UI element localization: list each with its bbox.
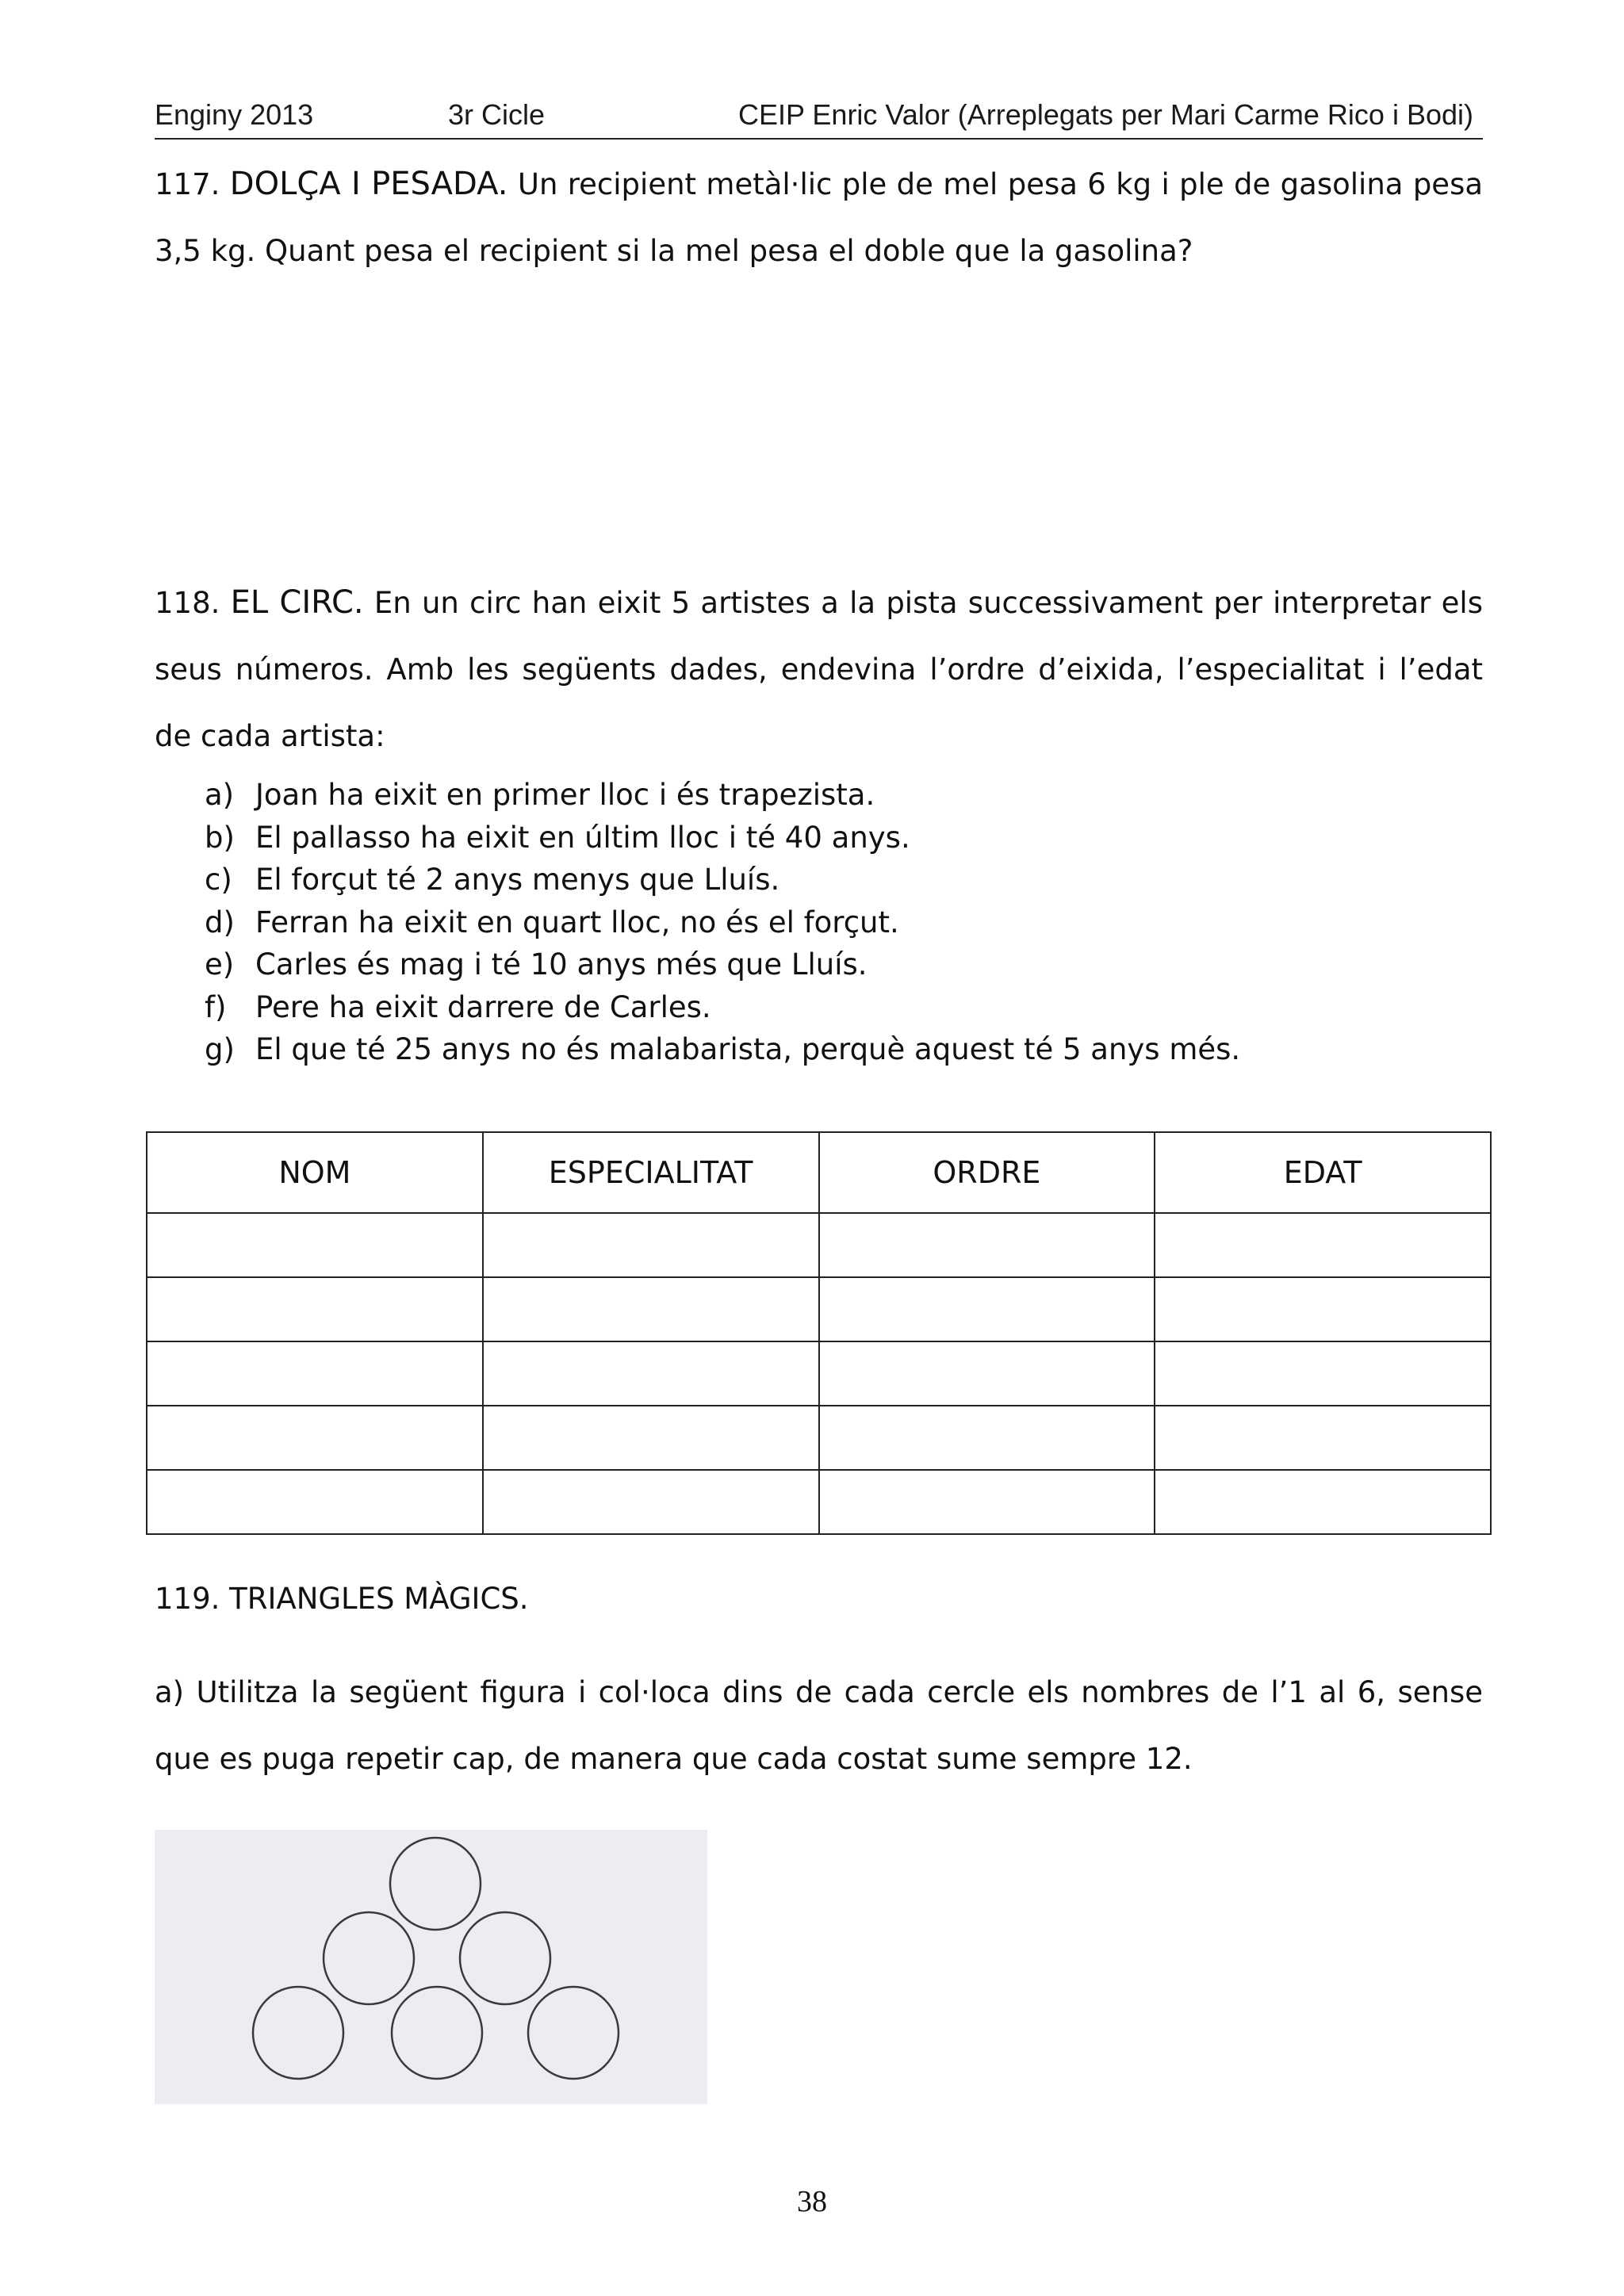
page-number: 38 xyxy=(797,2185,827,2218)
answer-cell[interactable] xyxy=(1155,1213,1491,1277)
answer-cell[interactable] xyxy=(147,1406,483,1470)
clue-item xyxy=(205,859,1240,901)
clue-label: b) xyxy=(205,820,235,855)
answer-cell[interactable] xyxy=(483,1406,819,1470)
column-header-nom: NOM xyxy=(147,1132,483,1213)
clue-text: Carles és mag i té 10 anys més que Lluís. xyxy=(255,947,868,982)
answer-cell[interactable] xyxy=(483,1277,819,1341)
clue-list xyxy=(205,774,1240,1071)
clue-item xyxy=(205,817,1240,859)
answer-cell[interactable] xyxy=(819,1406,1155,1470)
column-header-edat: EDAT xyxy=(1155,1132,1491,1213)
table-row xyxy=(147,1341,1491,1406)
circle-bottom-left xyxy=(253,1987,343,2079)
answer-cell[interactable] xyxy=(1155,1341,1491,1406)
answer-cell[interactable] xyxy=(483,1470,819,1534)
table-row xyxy=(147,1470,1491,1534)
circle-middle-left xyxy=(324,1912,414,2004)
answer-cell[interactable] xyxy=(483,1341,819,1406)
table-row xyxy=(147,1213,1491,1277)
answer-cell[interactable] xyxy=(1155,1277,1491,1341)
circles-diagram xyxy=(155,1830,707,2104)
answer-cell[interactable] xyxy=(1155,1406,1491,1470)
problem-117 xyxy=(155,151,1483,285)
header-school: CEIP Enric Valor (Arreplegats per Mari Carme Rico i Bodi) xyxy=(738,98,1473,131)
clue-item xyxy=(205,774,1240,817)
problem-118 xyxy=(155,569,1483,770)
clue-label: a) xyxy=(205,778,235,812)
header-event: Enginy 2013 xyxy=(155,98,314,131)
answer-cell[interactable] xyxy=(819,1341,1155,1406)
answer-cell[interactable] xyxy=(147,1470,483,1534)
circle-middle-right xyxy=(460,1912,550,2004)
problem-119-title: TRIANGLES MÀGICS. xyxy=(229,1582,529,1616)
clue-label: g) xyxy=(205,1032,235,1066)
problem-118-number: 118. xyxy=(155,586,220,620)
problem-117-number: 117. xyxy=(155,167,220,201)
clue-label: c) xyxy=(205,863,232,897)
answer-cell[interactable] xyxy=(819,1470,1155,1534)
clue-item xyxy=(205,901,1240,944)
problem-117-text: Un recipient metàl·lic ple de mel pesa 6 kg i ple de gasolina pesa 3,5 kg. Quant pesa el recipient si la mel pesa el doble que la gasolina? xyxy=(155,167,1484,268)
circle-bottom-right xyxy=(528,1987,619,2079)
header-cycle: 3r Cicle xyxy=(448,98,546,131)
table-row xyxy=(147,1406,1491,1470)
problem-119-number: 119. xyxy=(155,1582,220,1616)
column-header-especialitat: ESPECIALITAT xyxy=(483,1132,819,1213)
clue-item xyxy=(205,1028,1240,1071)
magic-triangle-figure xyxy=(155,1830,707,2104)
column-header-ordre: ORDRE xyxy=(819,1132,1155,1213)
answer-table xyxy=(146,1131,1492,1535)
problem-119-text: a) Utilitza la següent figura i col·loca dins de cada cercle els nombres de l’1 al 6, sense que es puga repetir cap, de manera que cada costat sume sempre 12. xyxy=(155,1675,1483,1776)
answer-cell[interactable] xyxy=(1155,1470,1491,1534)
problem-117-title: DOLÇA I PESADA. xyxy=(229,166,508,202)
table-body xyxy=(147,1213,1491,1534)
table-header-row xyxy=(147,1132,1491,1213)
clue-label: f) xyxy=(205,989,227,1024)
problem-118-title: EL CIRC. xyxy=(230,584,364,621)
clue-text: El forçut té 2 anys menys que Lluís. xyxy=(255,863,780,897)
answer-cell[interactable] xyxy=(483,1213,819,1277)
clue-label: d) xyxy=(205,905,235,939)
circle-top xyxy=(390,1838,481,1930)
clue-item xyxy=(205,943,1240,986)
clue-text: Ferran ha eixit en quart lloc, no és el forçut. xyxy=(255,905,899,939)
page-header xyxy=(155,94,1483,140)
problem-118-text: En un circ han eixit 5 artistes a la pista successivament per interpretar els seus números. Amb les següents dades, endevina l’ordre d’eixida, l’especialitat i l’edat de cada artista: xyxy=(155,586,1483,753)
answer-cell[interactable] xyxy=(819,1277,1155,1341)
table-row xyxy=(147,1277,1491,1341)
circle-bottom-middle xyxy=(392,1987,482,2079)
clue-label: e) xyxy=(205,947,235,982)
clue-text: Joan ha eixit en primer lloc i és trapezista. xyxy=(255,778,875,812)
clue-text: El que té 25 anys no és malabarista, perquè aquest té 5 anys més. xyxy=(255,1032,1241,1066)
clue-text: El pallasso ha eixit en últim lloc i té 40 anys. xyxy=(255,820,910,855)
clue-text: Pere ha eixit darrere de Carles. xyxy=(255,989,711,1024)
answer-cell[interactable] xyxy=(147,1277,483,1341)
answer-cell[interactable] xyxy=(147,1213,483,1277)
answer-cell[interactable] xyxy=(819,1213,1155,1277)
answer-cell[interactable] xyxy=(147,1341,483,1406)
problem-119-heading xyxy=(155,1566,1483,1632)
clue-item xyxy=(205,986,1240,1029)
